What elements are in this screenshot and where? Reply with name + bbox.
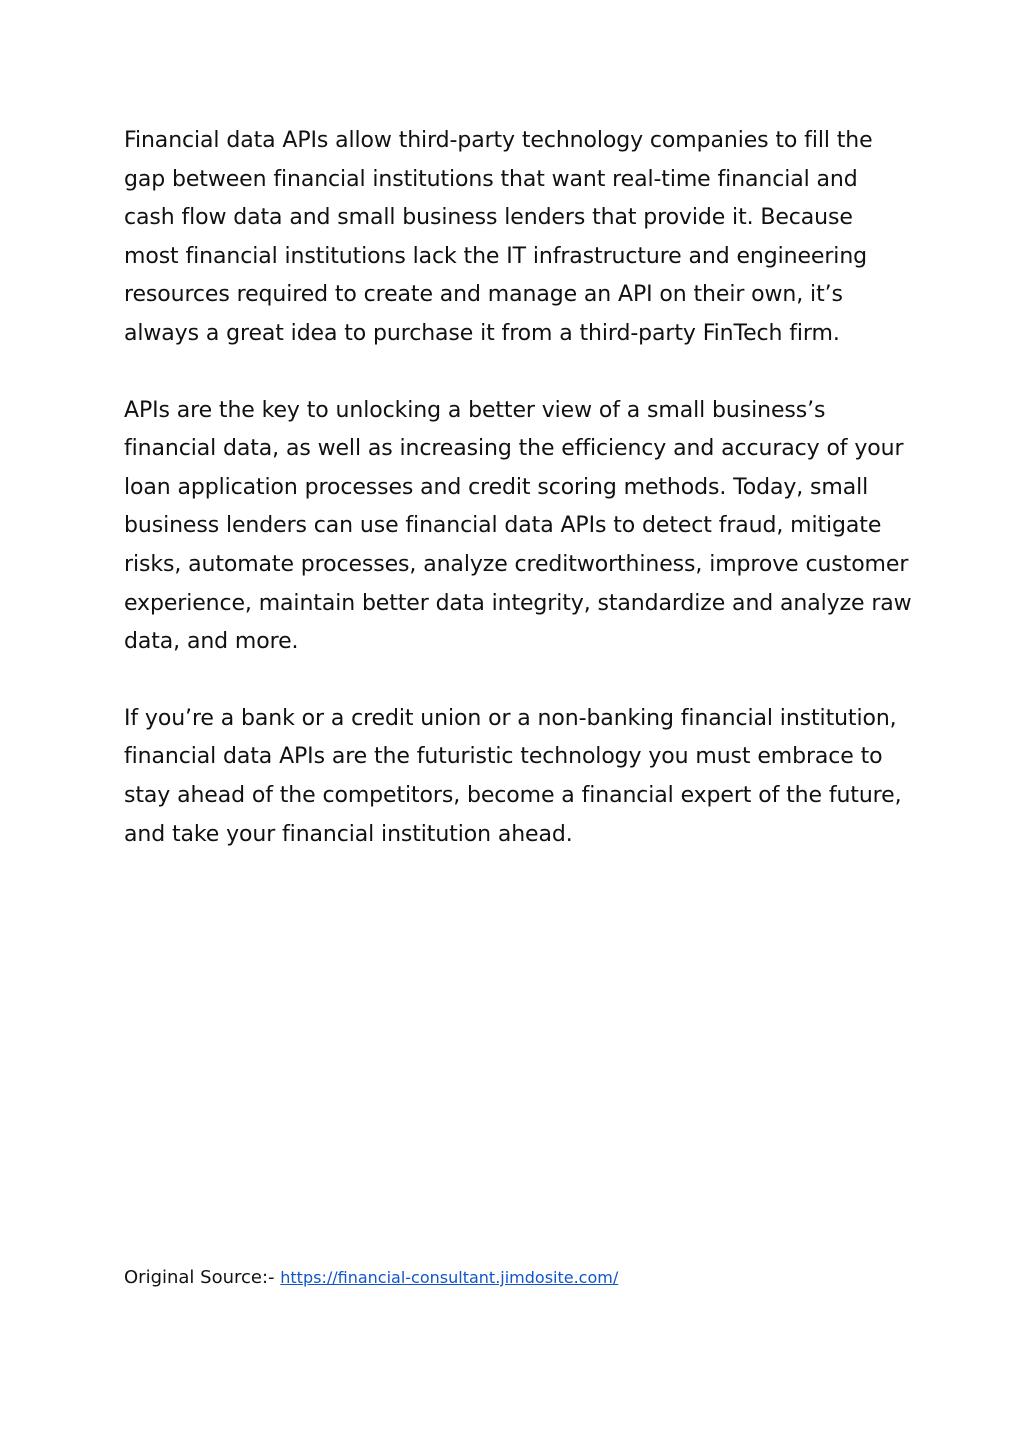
source-link[interactable]: https://financial-consultant.jimdosite.com/ [280, 1268, 619, 1287]
paragraph-3: If you’re a bank or a credit union or a non-banking financial institution, financial data APIs are the futuristic technology you must embrace to stay ahead of the competitors, become a financial expert of the future, and take your financial institution ahead. [124, 705, 902, 847]
document-body [124, 122, 914, 892]
source-label: Original Source:- [124, 1267, 281, 1288]
source-line [124, 1264, 618, 1292]
paragraph-2: APIs are the key to unlocking a better view of a small business’s financial data, as well as increasing the efficiency and accuracy of your loan application processes and credit scoring methods. Today, small business lenders can use financial data APIs to detect fraud, mitigate risks, automate processes, analyze creditworthiness, improve customer experience, maintain better data integrity, standardize and analyze raw data, and more. [124, 397, 912, 655]
paragraph-1: Financial data APIs allow third-party technology companies to fill the gap between financial institutions that want real-time financial and cash flow data and small business lenders that provide it. Because most financial institutions lack the IT infrastructure and engineering resources required to create and manage an API on their own, it’s always a great idea to purchase it from a third-party FinTech firm. [124, 128, 873, 346]
